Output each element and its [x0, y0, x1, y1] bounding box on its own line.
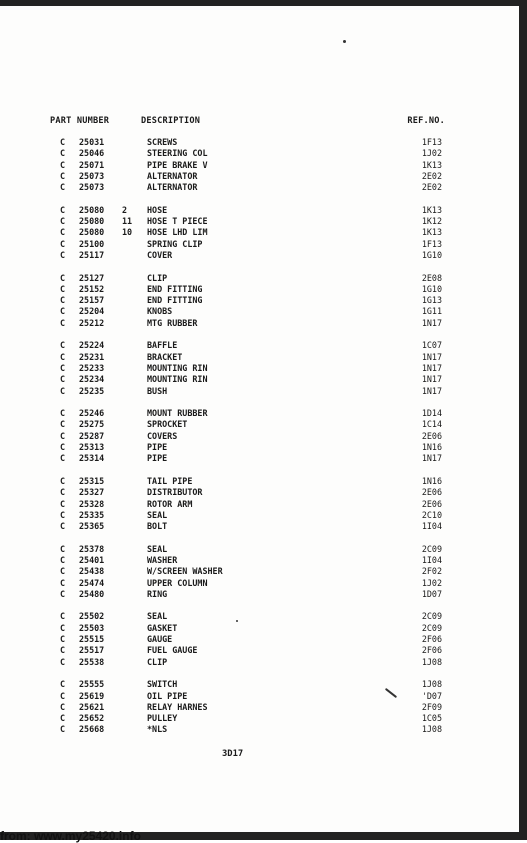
parts-group: [60, 273, 442, 329]
part-ref-no: 1C14: [421, 419, 442, 430]
part-number: 25335: [79, 509, 105, 520]
part-ref-no: 2F09: [421, 701, 442, 712]
part-prefix: C: [60, 283, 66, 294]
part-number: 25538: [79, 656, 105, 667]
part-number: 25438: [79, 566, 105, 577]
part-row: [60, 374, 442, 385]
part-ref-no: 1J08: [421, 656, 442, 667]
part-number: 25117: [79, 249, 105, 260]
part-prefix: C: [60, 645, 66, 656]
part-row: [60, 205, 442, 216]
part-row: [60, 306, 442, 317]
part-ref-no: 1D07: [421, 588, 442, 599]
part-description: KNOBS: [147, 306, 173, 317]
page-code: 3D17: [222, 749, 244, 759]
part-prefix: C: [60, 216, 66, 227]
scan-speck: [343, 40, 346, 43]
part-row: [60, 318, 442, 329]
part-row: [60, 487, 442, 498]
parts-list: [60, 137, 442, 747]
part-description: SPRING CLIP: [147, 238, 203, 249]
part-prefix: C: [60, 475, 66, 486]
part-description: CLIP: [147, 272, 168, 283]
part-number: 25071: [79, 159, 105, 170]
part-ref-no: 'D07: [421, 690, 442, 701]
part-description: COVERS: [147, 430, 178, 441]
part-number: 25246: [79, 408, 105, 419]
part-prefix: C: [60, 521, 66, 532]
part-description: WASHER: [147, 554, 178, 565]
part-description: ROTOR ARM: [147, 498, 193, 509]
part-number: 25073: [79, 170, 105, 181]
part-prefix: C: [60, 701, 66, 712]
part-ref-no: 1G13: [421, 295, 442, 306]
part-number: 25313: [79, 442, 105, 453]
part-row: [60, 510, 442, 521]
part-number-header: PART NUMBER: [50, 116, 110, 126]
part-ref-no: 1J08: [421, 724, 442, 735]
source-watermark: from: www.my25420.info: [0, 829, 141, 843]
part-ref-no: 2E06: [421, 498, 442, 509]
part-number: 25480: [79, 588, 105, 599]
part-prefix: C: [60, 374, 66, 385]
part-ref-no: 1N17: [421, 374, 442, 385]
part-row: [60, 239, 442, 250]
part-prefix: C: [60, 453, 66, 464]
part-description: RING: [147, 588, 168, 599]
part-description: END FITTING: [147, 295, 203, 306]
part-row: [60, 578, 442, 589]
part-description: BOLT: [147, 521, 168, 532]
part-row: [60, 227, 442, 238]
part-row: [60, 160, 442, 171]
part-number: 25515: [79, 634, 105, 645]
part-number: 25080: [79, 216, 105, 227]
part-prefix: C: [60, 679, 66, 690]
ref-no-header: REF.NO.: [407, 116, 445, 126]
part-prefix: C: [60, 690, 66, 701]
part-number: 25652: [79, 713, 105, 724]
parts-group: [60, 611, 442, 667]
parts-group: [60, 137, 442, 193]
part-description: STEERING COL: [147, 148, 208, 159]
part-number: 25365: [79, 521, 105, 532]
part-description: OIL PIPE: [147, 690, 188, 701]
part-number: 25235: [79, 385, 105, 396]
part-ref-no: 2F06: [421, 634, 442, 645]
part-ref-no: 2E08: [421, 272, 442, 283]
part-description: GAUGE: [147, 634, 173, 645]
part-suffix: 11: [122, 216, 133, 227]
part-ref-no: 1N16: [421, 475, 442, 486]
part-row: [60, 611, 442, 622]
part-row: [60, 419, 442, 430]
part-prefix: C: [60, 509, 66, 520]
part-prefix: C: [60, 419, 66, 430]
part-ref-no: 2C09: [421, 611, 442, 622]
part-prefix: C: [60, 566, 66, 577]
part-ref-no: 2C10: [421, 509, 442, 520]
parts-group: [60, 544, 442, 600]
part-ref-no: 1N17: [421, 317, 442, 328]
part-prefix: C: [60, 588, 66, 599]
part-ref-no: 1G11: [421, 306, 442, 317]
parts-group: [60, 476, 442, 532]
part-ref-no: 2E06: [421, 430, 442, 441]
part-prefix: C: [60, 724, 66, 735]
part-number: 25503: [79, 622, 105, 633]
part-description: ALTERNATOR: [147, 182, 198, 193]
part-prefix: C: [60, 554, 66, 565]
part-number: 25152: [79, 283, 105, 294]
part-number: 25517: [79, 645, 105, 656]
part-description: BAFFLE: [147, 340, 178, 351]
part-row: [60, 363, 442, 374]
part-row: [60, 216, 442, 227]
part-prefix: C: [60, 408, 66, 419]
part-prefix: C: [60, 713, 66, 724]
part-row: [60, 295, 442, 306]
part-description: PIPE: [147, 442, 168, 453]
part-prefix: C: [60, 204, 66, 215]
part-number: 25619: [79, 690, 105, 701]
part-number: 25314: [79, 453, 105, 464]
part-description: CLIP: [147, 656, 168, 667]
part-description: MOUNTING RIN: [147, 374, 208, 385]
part-ref-no: 2E02: [421, 182, 442, 193]
part-suffix: 2: [122, 204, 128, 215]
part-prefix: C: [60, 487, 66, 498]
part-row: [60, 442, 442, 453]
part-description: PULLEY: [147, 713, 178, 724]
part-ref-no: 1I04: [421, 554, 442, 565]
part-number: 25474: [79, 577, 105, 588]
part-ref-no: 2E06: [421, 487, 442, 498]
part-row: [60, 634, 442, 645]
part-ref-no: 1C05: [421, 713, 442, 724]
column-header-row: [50, 116, 445, 128]
part-number: 25204: [79, 306, 105, 317]
part-ref-no: 1K12: [421, 216, 442, 227]
part-row: [60, 702, 442, 713]
part-row: [60, 182, 442, 193]
part-description: HOSE: [147, 204, 168, 215]
part-number: 25046: [79, 148, 105, 159]
part-row: [60, 340, 442, 351]
part-number: 25233: [79, 362, 105, 373]
part-description: SEAL: [147, 543, 168, 554]
part-row: [60, 566, 442, 577]
part-ref-no: 1C07: [421, 340, 442, 351]
part-number: 25401: [79, 554, 105, 565]
part-prefix: C: [60, 611, 66, 622]
part-number: 25234: [79, 374, 105, 385]
part-prefix: C: [60, 182, 66, 193]
part-ref-no: 1G10: [421, 283, 442, 294]
part-prefix: C: [60, 577, 66, 588]
part-row: [60, 171, 442, 182]
part-ref-no: 1K13: [421, 227, 442, 238]
part-number: 25668: [79, 724, 105, 735]
part-prefix: C: [60, 306, 66, 317]
part-suffix: 10: [122, 227, 133, 238]
part-description: HOSE T PIECE: [147, 216, 208, 227]
part-prefix: C: [60, 227, 66, 238]
part-row: [60, 657, 442, 668]
part-prefix: C: [60, 385, 66, 396]
part-row: [60, 250, 442, 261]
part-prefix: C: [60, 249, 66, 260]
part-description: TAIL PIPE: [147, 475, 193, 486]
part-prefix: C: [60, 442, 66, 453]
part-number: 25378: [79, 543, 105, 554]
part-number: 25157: [79, 295, 105, 306]
part-ref-no: 1N17: [421, 351, 442, 362]
part-row: [60, 408, 442, 419]
part-description: BRACKET: [147, 351, 183, 362]
part-ref-no: 1K13: [421, 159, 442, 170]
part-description: PIPE: [147, 453, 168, 464]
part-number: 25555: [79, 679, 105, 690]
part-number: 25031: [79, 137, 105, 147]
part-prefix: C: [60, 238, 66, 249]
part-row: [60, 284, 442, 295]
description-header: DESCRIPTION: [141, 116, 201, 126]
part-row: [60, 544, 442, 555]
parts-group: [60, 408, 442, 464]
part-description: ALTERNATOR: [147, 170, 198, 181]
part-ref-no: 2C09: [421, 622, 442, 633]
part-prefix: C: [60, 340, 66, 351]
part-number: 25327: [79, 487, 105, 498]
part-prefix: C: [60, 634, 66, 645]
part-ref-no: 1D14: [421, 408, 442, 419]
part-description: SEAL: [147, 509, 168, 520]
part-ref-no: 1G10: [421, 249, 442, 260]
part-prefix: C: [60, 170, 66, 181]
part-description: SEAL: [147, 611, 168, 622]
part-ref-no: 1J02: [421, 577, 442, 588]
part-row: [60, 476, 442, 487]
part-ref-no: 1N17: [421, 385, 442, 396]
part-description: SPROCKET: [147, 419, 188, 430]
part-description: END FITTING: [147, 283, 203, 294]
part-number: 25080: [79, 204, 105, 215]
part-description: GASKET: [147, 622, 178, 633]
part-ref-no: 2C09: [421, 543, 442, 554]
part-prefix: C: [60, 362, 66, 373]
part-description: FUEL GAUGE: [147, 645, 198, 656]
part-number: 25212: [79, 317, 105, 328]
part-row: [60, 679, 442, 690]
part-number: 25287: [79, 430, 105, 441]
part-description: SWITCH: [147, 679, 178, 690]
part-number: 25315: [79, 475, 105, 486]
part-description: RELAY HARNES: [147, 701, 208, 712]
part-prefix: C: [60, 317, 66, 328]
part-prefix: C: [60, 295, 66, 306]
part-ref-no: 1F13: [421, 238, 442, 249]
part-number: 25080: [79, 227, 105, 238]
parts-group: [60, 340, 442, 396]
part-ref-no: 2E02: [421, 170, 442, 181]
part-description: SCREWS: [147, 137, 178, 147]
part-ref-no: 1I04: [421, 521, 442, 532]
part-prefix: C: [60, 543, 66, 554]
part-description: DISTRIBUTOR: [147, 487, 203, 498]
part-ref-no: 1N17: [421, 362, 442, 373]
part-row: [60, 713, 442, 724]
part-ref-no: 1K13: [421, 204, 442, 215]
part-ref-no: 2F02: [421, 566, 442, 577]
part-number: 25100: [79, 238, 105, 249]
part-ref-no: 1N16: [421, 442, 442, 453]
part-row: [60, 724, 442, 735]
part-prefix: C: [60, 272, 66, 283]
part-number: 25328: [79, 498, 105, 509]
part-row: [60, 148, 442, 159]
part-prefix: C: [60, 656, 66, 667]
part-ref-no: 1F13: [421, 137, 442, 147]
part-row: [60, 589, 442, 600]
part-ref-no: 1J02: [421, 148, 442, 159]
part-prefix: C: [60, 430, 66, 441]
part-row: [60, 499, 442, 510]
part-row: [60, 431, 442, 442]
part-ref-no: 1N17: [421, 453, 442, 464]
part-ref-no: 1J08: [421, 679, 442, 690]
part-description: COVER: [147, 249, 173, 260]
part-number: 25127: [79, 272, 105, 283]
part-prefix: C: [60, 159, 66, 170]
part-prefix: C: [60, 351, 66, 362]
part-description: MTG RUBBER: [147, 317, 198, 328]
part-number: 25231: [79, 351, 105, 362]
part-description: HOSE LHD LIM: [147, 227, 208, 238]
part-row: [60, 521, 442, 532]
part-prefix: C: [60, 498, 66, 509]
part-description: UPPER COLUMN: [147, 577, 208, 588]
part-row: [60, 645, 442, 656]
part-number: 25502: [79, 611, 105, 622]
part-row: [60, 137, 442, 148]
part-description: PIPE BRAKE V: [147, 159, 208, 170]
part-number: 25275: [79, 419, 105, 430]
part-number: 25621: [79, 701, 105, 712]
part-description: MOUNTING RIN: [147, 362, 208, 373]
part-description: W/SCREEN WASHER: [147, 566, 223, 577]
part-description: BUSH: [147, 385, 168, 396]
part-row: [60, 623, 442, 634]
part-description: MOUNT RUBBER: [147, 408, 208, 419]
part-row: [60, 386, 442, 397]
part-row: [60, 273, 442, 284]
part-description: *NLS: [147, 724, 168, 735]
part-row: [60, 352, 442, 363]
part-number: 25224: [79, 340, 105, 351]
part-prefix: C: [60, 622, 66, 633]
parts-group: [60, 205, 442, 261]
part-row: [60, 555, 442, 566]
part-prefix: C: [60, 137, 66, 147]
part-row: [60, 453, 442, 464]
part-number: 25073: [79, 182, 105, 193]
part-ref-no: 2F06: [421, 645, 442, 656]
part-prefix: C: [60, 148, 66, 159]
part-row: [60, 691, 442, 702]
parts-group: [60, 679, 442, 735]
